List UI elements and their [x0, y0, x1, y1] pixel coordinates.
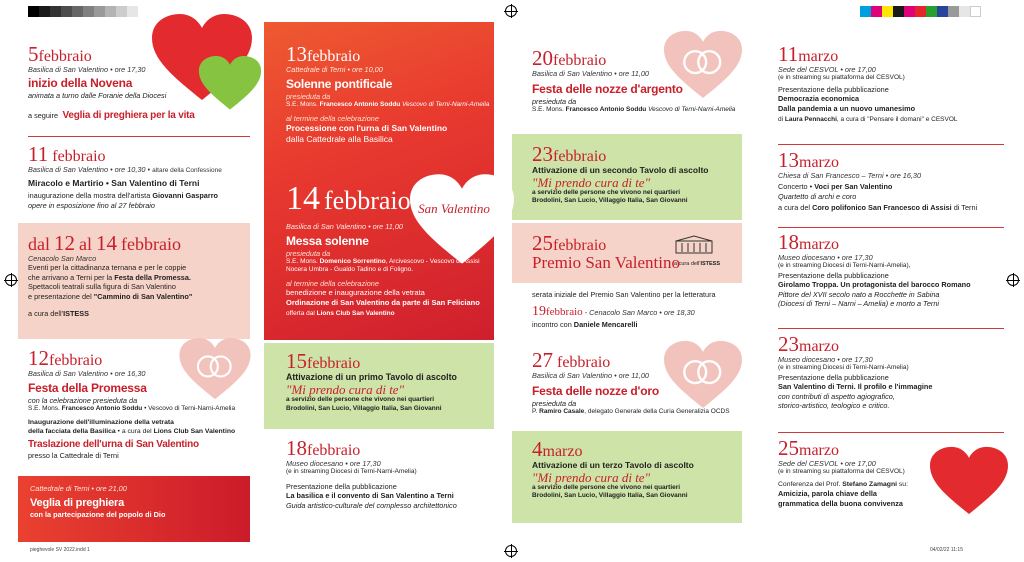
event-date: 5febbraio [28, 44, 92, 66]
event-date-day: 19 [532, 304, 546, 320]
event-line-4: Ordinazione di San Valentino da parte di San Feliciano [286, 297, 480, 307]
event-location: Basilica di San Valentino • ore 11,00 [532, 371, 649, 380]
event-line-1: Inaugurazione dell'illuminazione della vetrata [28, 418, 174, 426]
event-veglia-box [18, 476, 250, 542]
lions-club-name: Lions Club San Valentino [153, 427, 236, 435]
publication-line-1: Pittore del XVII secolo nato a Rocchette in Sabina [778, 289, 940, 299]
event-12-febbraio [28, 348, 250, 472]
choir-name: Coro polifonico San Francesco di Assisi [812, 203, 952, 213]
event-13-14-febbraio-panel [264, 22, 494, 340]
streaming-note: (e in streaming su piattaforma del CESVOL) [778, 468, 905, 476]
event-line-4: e presentazione del [28, 291, 92, 301]
registration-mark-bottom [505, 545, 517, 557]
event-line-2: della facciata della Basilica [28, 427, 116, 435]
streaming-note: (e in streaming Diocesi di Terni-Narni-Amelia) [778, 364, 909, 372]
concerto-label: Concerto • [778, 182, 813, 192]
istess-building-icon [674, 235, 714, 255]
event-location: Chiesa di San Francesco – Terni • ore 16,30 [778, 171, 922, 180]
event-date: 13febbraio [286, 42, 361, 66]
event-subtitle: presieduta da [532, 96, 577, 106]
celebrant-role: , delegato Generale della Curia Generalizia OCDS [584, 408, 730, 416]
event-line-1: Presentazione della pubblicazione [778, 84, 889, 94]
guest-name: Daniele Mencarelli [573, 320, 638, 330]
cura-label: a cura dell' [674, 261, 701, 267]
event-title: Festa della Promessa [28, 381, 147, 396]
event-subtitle: con la partecipazione del popolo di Dio [30, 509, 166, 519]
event-line-1: a servizio delle persone che vivono nei quartieri [532, 189, 681, 197]
conference-title-1: Amicizia, parola chiave della [778, 489, 877, 499]
divider [778, 144, 1004, 145]
event-title: Attivazione di un secondo Tavolo di ascolto [532, 165, 709, 175]
event-subtitle: presieduta da [532, 398, 577, 408]
conference-title-2: grammatica della buona convivenza [778, 498, 903, 508]
event-line-3: benedizione e inaugurazione della vetrata [286, 287, 425, 297]
event-date: 15febbraio [286, 349, 361, 373]
event-23-febbraio-box [512, 134, 742, 220]
file-slug: pieghevole SV 2022.indd 1 [30, 547, 90, 553]
vigil-title: Veglia di preghiera per la vita [62, 110, 195, 122]
grayscale-bar [28, 6, 138, 17]
event-title: Solenne pontificale [286, 77, 393, 92]
premio-description: serata iniziale del Premio San Valentino per la letteratura [532, 290, 716, 299]
divider [28, 136, 250, 137]
event-subtitle: presieduta da [286, 91, 331, 101]
event-line-3: presso la Cattedrale di Terni [28, 450, 119, 460]
event-title: Festa delle nozze d'oro [532, 384, 659, 399]
event-date: 4marzo [532, 437, 583, 461]
bishop-prefix: S.E. Mons. [532, 106, 564, 114]
author-curated: , a cura di "Pensare il domani" e CESVOL [836, 116, 958, 123]
divider [778, 432, 1004, 433]
event-location-detail: altare della Confessione [152, 167, 222, 174]
red-heart-icon [930, 446, 1008, 518]
event-date: 23febbraio [532, 142, 607, 166]
event-location: Sede del CESVOL • ore 17,00 [778, 65, 876, 74]
event-date: 18marzo [778, 232, 839, 254]
event-line-2: Brodolini, San Lucio, Villaggio Italia, San Giovanni [532, 492, 688, 500]
event-line-1: a servizio delle persone che vivono nei quartieri [286, 396, 435, 404]
event-location: Museo diocesano • ore 17,30 [778, 253, 873, 262]
event-location: Basilica di San Valentino • ore 11,00 [532, 69, 649, 78]
event-location: Cattedrale di Terni • ore 10,00 [286, 65, 383, 74]
celebrant-prefix: P. [532, 408, 538, 416]
event-title: Miracolo e Martirio • San Valentino di Terni [28, 178, 200, 189]
celebrant-role: , Arcivescovo - Vescovo di Assisi [385, 257, 480, 265]
event-13-marzo [778, 150, 1008, 224]
after-celebration-label: al termine della celebrazione [286, 278, 379, 288]
divider [778, 328, 1004, 329]
cura-label: • a cura del [117, 427, 152, 435]
bishop-name: Francesco Antonio Soddu [565, 106, 647, 114]
celebrant-prefix: S.E. Mons. [286, 257, 318, 265]
event-line-2: Brodolini, San Lucio, Villaggio Italia, San Giovanni [532, 197, 688, 205]
cura-label: a cura del [778, 203, 811, 213]
conference-label: Conferenza del Prof. [778, 480, 841, 488]
divider [778, 227, 1004, 228]
bishop-role: • Vescovo di Terni-Narni-Amelia [144, 405, 236, 413]
event-subtitle: animata a turno dalle Foranie della Diocesi [28, 90, 167, 100]
streaming-note: (e in streaming Diocesi di Terni-Narni-Amelia), [778, 262, 911, 270]
event-date-month: febbraio [546, 306, 583, 319]
bishop-prefix: S.E. Mons. [286, 100, 318, 108]
event-title: Veglia di preghiera [30, 497, 125, 510]
event-27-febbraio [532, 350, 742, 426]
event-line-1: Presentazione della pubblicazione [778, 372, 889, 382]
bishop-name: Francesco Antonio Soddu [61, 405, 143, 413]
event-line-1: Eventi per la cittadinanza ternana e per le coppie [28, 263, 187, 273]
event-quote: "Mi prendo cura di te" [286, 382, 405, 398]
event-date: 11 febbraio [28, 144, 106, 166]
event-line-2: che arrivano a Terni per la [28, 272, 113, 282]
event-date: 20febbraio [532, 48, 607, 70]
event-location: Cenacolo San Marco [28, 254, 97, 263]
event-title-2: Traslazione dell'urna di San Valentino [28, 439, 199, 451]
event-subtitle: presieduta da [286, 248, 331, 258]
lions-club-name: Lions Club San Valentino [316, 310, 395, 318]
event-line-1: Presentazione della pubblicazione [286, 481, 397, 491]
procession-title: Processione con l'urna di San Valentino [286, 123, 448, 134]
event-line-1: Presentazione della pubblicazione [778, 270, 889, 280]
registration-mark-right [1007, 274, 1019, 286]
choir-city: di Terni [953, 203, 978, 213]
promessa-label: Festa della Promessa. [114, 272, 191, 282]
event-title: Festa delle nozze d'argento [532, 82, 683, 97]
publication-title: San Valentino di Terni. Il profilo e l'immagine [778, 382, 933, 392]
event-date: 25febbraio [532, 231, 607, 255]
offered-by-label: offerta dal [286, 310, 315, 318]
event-date: 27 febbraio [532, 350, 611, 372]
event-date: 23marzo [778, 334, 839, 356]
event-location: Basilica di San Valentino • ore 11,00 [286, 222, 403, 231]
streaming-note: (e in streaming su piattaforma del CESVOL) [778, 74, 905, 82]
event-20-febbraio [532, 48, 742, 128]
event-location: - Cenacolo San Marco • ore 18,30 [582, 308, 695, 318]
event-date: 14 febbraio [286, 180, 411, 217]
bishop-name: Francesco Antonio Soddu [319, 100, 401, 108]
event-location: Museo diocesano • ore 17,30 [778, 355, 873, 364]
cura-label: a cura dell' [28, 309, 64, 319]
publication-title: Girolamo Troppa. Un protagonista del barocco Romano [778, 280, 971, 290]
event-18-marzo [778, 232, 1008, 326]
event-date: 13marzo [778, 150, 839, 172]
author-prefix: di [778, 116, 784, 123]
speaker-name: Stefano Zamagni [842, 480, 897, 488]
event-date: 18febbraio [286, 438, 361, 460]
event-subtitle: con la celebrazione presieduta da [28, 395, 138, 405]
event-12-14-febbraio-box [18, 223, 250, 339]
event-location: Museo diocesano • ore 17,30 [286, 459, 381, 468]
event-15-febbraio-box [264, 343, 494, 429]
exhibition-dates: opere in esposizione fino al 27 febbraio [28, 200, 155, 210]
cmyk-color-bar [860, 6, 981, 17]
publication-subtitle: Dalla pandemia a un nuovo umanesimo [778, 103, 916, 113]
event-18-febbraio [286, 438, 494, 538]
event-5-febbraio [28, 44, 248, 134]
exhibition-line: inaugurazione della mostra dell'artista [28, 191, 151, 201]
istess-label: ISTESS [700, 261, 720, 267]
event-11-marzo [778, 44, 1008, 140]
event-quote: "Mi prendo cura di te" [532, 470, 651, 486]
registration-mark-top [505, 5, 517, 17]
event-25-febbraio-box [512, 223, 742, 283]
event-date-range: dal 12 al 14 febbraio [28, 231, 181, 255]
bishop-role: Vescovo di Terni-Narni-Amelia [648, 106, 736, 114]
bishop-prefix: S.E. Mons. [28, 405, 60, 413]
event-location: Sede del CESVOL • ore 17,00 [778, 459, 876, 468]
procession-route: dalla Cattedrale alla Basilica [286, 134, 393, 145]
event-location: Cattedrale di Terni • ore 21,00 [30, 484, 127, 493]
event-4-marzo-box [512, 431, 742, 523]
celebrant-name: Domenico Sorrentino [319, 257, 386, 265]
event-date: 11marzo [778, 44, 839, 66]
publication-title: Democrazia economica [778, 94, 860, 104]
celebrant-name: Ramiro Casale [539, 408, 585, 416]
event-line-3: Spettacoli teatrali sulla figura di San Valentino [28, 282, 176, 292]
istess-label: ISTESS [63, 309, 90, 319]
event-title: Attivazione di un terzo Tavolo di ascolto [532, 460, 694, 470]
conference-topic-label: su: [898, 480, 908, 488]
event-line-2: Brodolini, San Lucio, Villaggio Italia, San Giovanni [286, 404, 442, 412]
after-celebration-label: al termine della celebrazione [286, 114, 379, 124]
event-title: Attivazione di un primo Tavolo di ascolto [286, 372, 457, 382]
event-title: Messa solenne [286, 234, 369, 249]
event-date: 25marzo [778, 438, 839, 460]
publication-line-2: storico-artistico, teologico e critico. [778, 401, 890, 410]
bishop-role: Vescovo di Terni-Narni-Amelia [402, 100, 490, 108]
print-timestamp: 04/02/22 11:15 [930, 547, 963, 553]
streaming-note: (e in streaming Diocesi di Terni-Narni-Amelia) [286, 468, 417, 476]
event-title: inizio della Novena [28, 76, 133, 91]
festa-label: Festa di San Valentino [418, 187, 490, 216]
event-location: Basilica di San Valentino • ore 16,30 [28, 369, 146, 378]
publication-line-1: con contributi di aspetto agiografico, [778, 391, 895, 401]
seguire-label: a seguire [28, 111, 59, 121]
event-quote: "Mi prendo cura di te" [532, 175, 651, 191]
event-19-febbraio [532, 290, 742, 340]
concerto-title: Voci per San Valentino [814, 182, 893, 192]
event-date: 12febbraio [28, 348, 103, 370]
publication-title: La basilica e il convento di San Valentino a Terni [286, 491, 454, 501]
event-23-marzo [778, 334, 1008, 428]
celebrant-role-2: Nocera Umbra - Gualdo Tadino e di Foligno. [286, 266, 414, 274]
artist-name: Giovanni Gasparro [152, 191, 219, 201]
publication-subtitle: Guida artistico-culturale del complesso architettonico [286, 500, 457, 510]
event-location: Basilica di San Valentino • ore 17,30 [28, 65, 146, 74]
event-location: Basilica di San Valentino • ore 10,30 • [28, 165, 151, 174]
event-title: Premio San Valentino [532, 253, 680, 272]
cammino-label: "Cammino di San Valentino" [93, 291, 193, 301]
author-name: Laura Pennacchi [784, 116, 837, 123]
concerto-subtitle: Quartetto di archi e coro [778, 191, 857, 201]
registration-mark-left [5, 274, 17, 286]
event-line-1: a servizio delle persone che vivono nei quartieri [532, 484, 681, 492]
incontro-label: incontro con [532, 320, 572, 330]
event-25-marzo [778, 438, 938, 528]
event-11-febbraio [28, 144, 250, 220]
publication-line-2: (Diocesi di Terni – Narni – Amelia) e morto a Terni [778, 299, 940, 308]
